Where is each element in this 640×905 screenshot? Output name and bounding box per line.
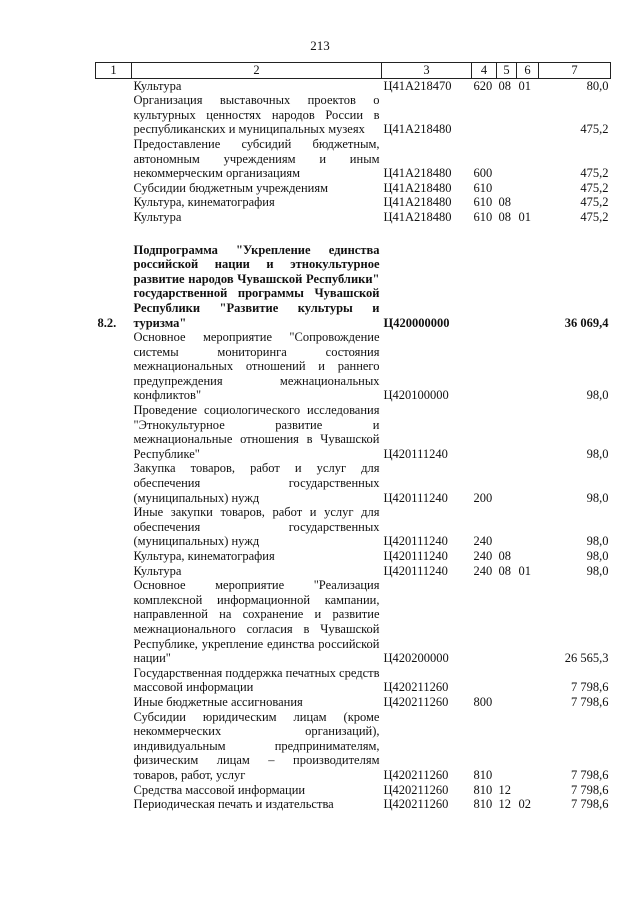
table-row [96, 330, 611, 403]
table-body [96, 78, 611, 812]
target-code: Ц41А218480 [383, 166, 452, 181]
row-name: Периодическая печать и издательства [133, 797, 334, 812]
target-code: Ц420200000 [383, 651, 449, 666]
table-row [96, 564, 611, 579]
row-number [96, 461, 132, 505]
target-code: Ц41А218480 [383, 122, 452, 137]
table-row [96, 93, 611, 137]
subsection: 01 [518, 78, 531, 93]
expense-type [472, 330, 497, 403]
row-name: Культура [133, 78, 182, 93]
row-number [96, 210, 132, 225]
target-code: Ц420211260 [383, 694, 449, 709]
row-number [96, 505, 132, 549]
row-number [96, 403, 132, 461]
section [497, 695, 517, 710]
expense-type: 610 [473, 195, 493, 210]
section [497, 666, 517, 695]
section: 12 [498, 782, 511, 797]
subsection: 01 [518, 563, 531, 578]
amount: 26 565,3 [564, 651, 609, 666]
row-name: Иные закупки товаров, работ и услуг для обеспечения государственных (муниципальных) нужд [133, 505, 380, 549]
table-row [96, 797, 611, 812]
subsection [517, 461, 539, 505]
expense-type: 600 [473, 166, 493, 181]
section [497, 578, 517, 666]
header-col-1: 1 [96, 63, 132, 79]
amount: 7 798,6 [571, 797, 609, 812]
table-row [96, 243, 611, 331]
expense-type [472, 243, 497, 331]
expense-type [472, 403, 497, 461]
expense-type: 200 [473, 490, 493, 505]
expense-type: 610 [473, 209, 493, 224]
expense-type [472, 578, 497, 666]
row-number [96, 695, 132, 710]
subsection [517, 330, 539, 403]
expense-type: 810 [473, 797, 493, 812]
table-row [96, 505, 611, 549]
expense-type: 620 [473, 78, 493, 93]
amount: 475,2 [580, 180, 609, 195]
target-code: Ц420100000 [383, 388, 449, 403]
row-number [96, 797, 132, 812]
row-number [96, 181, 132, 196]
section: 08 [498, 563, 511, 578]
target-code: Ц41А218480 [383, 209, 452, 224]
row-name: Закупка товаров, работ и услуг для обеспечения государственных (муниципальных) нужд [133, 461, 380, 505]
target-code: Ц420111240 [383, 446, 448, 461]
section: 08 [498, 195, 511, 210]
subsection: 02 [518, 797, 531, 812]
section [497, 181, 517, 196]
amount: 98,0 [586, 490, 609, 505]
header-col-4: 4 [472, 63, 497, 79]
table-row [96, 695, 611, 710]
header-col-6: 6 [517, 63, 539, 79]
amount: 98,0 [586, 534, 609, 549]
target-code: Ц420111240 [383, 563, 448, 578]
section [497, 330, 517, 403]
target-code: Ц41А218470 [383, 78, 452, 93]
amount: 7 798,6 [571, 782, 609, 797]
row-number [96, 710, 132, 783]
target-code: Ц41А218480 [383, 180, 452, 195]
expense-type: 810 [473, 767, 493, 782]
table-header [96, 63, 611, 79]
expense-type: 800 [473, 694, 493, 709]
amount: 98,0 [586, 446, 609, 461]
subsection [517, 195, 539, 210]
table-row [96, 783, 611, 798]
subsection [517, 181, 539, 196]
section [497, 461, 517, 505]
header-col-7: 7 [539, 63, 611, 79]
amount: 475,2 [580, 209, 609, 224]
amount: 36 069,4 [564, 315, 609, 330]
amount: 475,2 [580, 195, 609, 210]
section: 08 [498, 209, 511, 224]
amount: 7 798,6 [571, 767, 609, 782]
subsection [517, 783, 539, 798]
amount: 98,0 [586, 388, 609, 403]
subsection [517, 666, 539, 695]
target-code: Ц420211260 [383, 767, 449, 782]
table-row [96, 137, 611, 181]
row-number [96, 330, 132, 403]
amount: 7 798,6 [571, 680, 609, 695]
section: 12 [498, 797, 511, 812]
subsection [517, 695, 539, 710]
subsection [517, 137, 539, 181]
row-name: Культура, кинематография [133, 195, 275, 210]
spacer-row [96, 225, 611, 243]
header-col-3: 3 [382, 63, 472, 79]
row-name: Иные бюджетные ассигнования [133, 694, 303, 709]
table-row [96, 78, 611, 93]
row-name: Субсидии юридическим лицам (кроме некоммерческих организаций), индивидуальным предпринимателям, физическим лицам – производителям товаров, работ, услуг [133, 709, 380, 782]
table-row [96, 181, 611, 196]
target-code: Ц420000000 [383, 315, 450, 330]
row-number [96, 578, 132, 666]
section [497, 505, 517, 549]
table-row [96, 403, 611, 461]
amount: 7 798,6 [571, 694, 609, 709]
row-number [96, 78, 132, 93]
row-number [96, 564, 132, 579]
row-name: Субсидии бюджетным учреждениям [133, 180, 329, 195]
subsection [517, 243, 539, 331]
section: 08 [498, 78, 511, 93]
expense-type: 240 [473, 549, 493, 563]
table-row [96, 195, 611, 210]
row-number [96, 195, 132, 210]
target-code: Ц420111240 [383, 549, 448, 563]
amount: 98,0 [586, 563, 609, 578]
expense-type: 240 [473, 534, 493, 549]
row-name: Предоставление субсидий бюджетным, автономным учреждениям и иным некоммерческим организациям [133, 136, 380, 181]
section [497, 403, 517, 461]
amount: 475,2 [580, 166, 609, 181]
table-row [96, 461, 611, 505]
budget-table [95, 62, 611, 812]
subsection [517, 505, 539, 549]
amount: 98,0 [586, 549, 609, 563]
expense-type: 610 [473, 180, 493, 195]
subsection [517, 710, 539, 783]
row-name: Культура [133, 209, 182, 224]
target-code: Ц41А218480 [383, 195, 452, 210]
row-name: Средства массовой информации [133, 782, 306, 797]
expense-type [472, 93, 497, 137]
subsection [517, 403, 539, 461]
section [497, 243, 517, 331]
amount: 80,0 [586, 78, 609, 93]
target-code: Ц420211260 [383, 782, 449, 797]
row-name: Проведение социологического исследования "Этнокультурное развитие и межнациональные отношения в Чувашской Республике" [133, 403, 380, 461]
subsection [517, 578, 539, 666]
row-name: Культура [133, 563, 182, 578]
row-name: Подпрограмма "Укрепление единства российской нации и этнокультурное развитие народов Чувашской Республики" государственной программы Чувашской Республики "Развитие культуры и туризма" [133, 242, 380, 330]
row-name: Культура, кинематография [133, 549, 275, 563]
row-name: Организация выставочных проектов о культурных ценностях народов России в республиканских и муниципальных музеях [133, 93, 380, 137]
row-number [96, 549, 132, 564]
table-row [96, 666, 611, 695]
header-col-2: 2 [132, 63, 382, 79]
row-number [96, 137, 132, 181]
subsection [517, 549, 539, 564]
amount: 475,2 [580, 122, 609, 137]
target-code: Ц420211260 [383, 797, 449, 812]
section [497, 137, 517, 181]
section [497, 710, 517, 783]
spacer-cell [96, 225, 611, 243]
header-col-5: 5 [497, 63, 517, 79]
row-name: Основное мероприятие "Сопровождение системы мониторинга состояния межнациональных отношений и раннего предупреждения межнациональных конфликтов" [133, 330, 380, 403]
target-code: Ц420111240 [383, 490, 448, 505]
expense-type: 240 [473, 563, 493, 578]
row-name: Основное мероприятие "Реализация комплексной информационной кампании, направленной на сохранение и развитие межнационального согласия в Чувашской Республике, укрепление единства российской нации" [133, 578, 380, 666]
table-row [96, 210, 611, 225]
table-row [96, 710, 611, 783]
section: 08 [498, 549, 511, 563]
expense-type [472, 666, 497, 695]
table-row [96, 549, 611, 564]
section [497, 93, 517, 137]
expense-type: 810 [473, 782, 493, 797]
subsection [517, 93, 539, 137]
table-row [96, 578, 611, 666]
row-number [96, 93, 132, 137]
target-code: Ц420211260 [383, 680, 449, 695]
row-name: Государственная поддержка печатных средств массовой информации [133, 665, 380, 695]
subsection: 01 [518, 209, 531, 224]
row-number [96, 783, 132, 798]
target-code: Ц420111240 [383, 534, 448, 549]
row-number: 8.2. [97, 315, 117, 330]
page-number: 213 [310, 38, 330, 53]
row-number [96, 666, 132, 695]
